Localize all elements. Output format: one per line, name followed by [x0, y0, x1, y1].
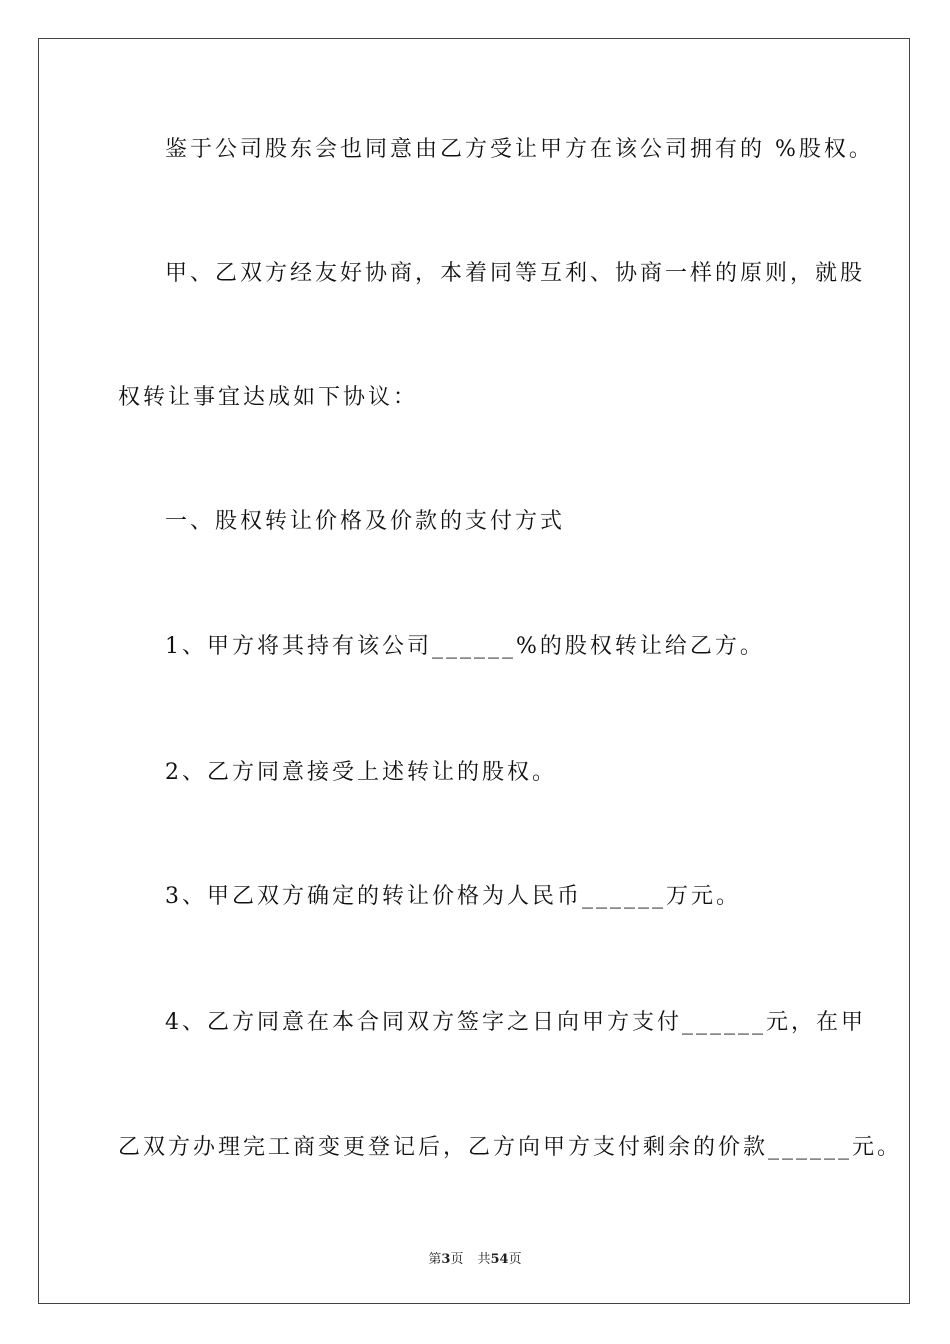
paragraph-line-3: 权转让事宜达成如下协议： — [118, 385, 419, 410]
clause-4-line-1: 4、乙方同意在本合同双方签字之日向甲方支付______元，在甲 — [165, 1010, 866, 1035]
section-heading-1: 一、股权转让价格及价款的支付方式 — [165, 509, 566, 534]
clause-2: 2、乙方同意接受上述转让的股权。 — [165, 760, 557, 785]
page-prefix: 第 — [428, 1252, 442, 1267]
paragraph-line-1: 鉴于公司股东会也同意由乙方受让甲方在该公司拥有的 %股权。 — [165, 137, 874, 162]
total-prefix: 共 — [477, 1252, 491, 1267]
clause-4-line-2: 乙双方办理完工商变更登记后，乙方向甲方支付剩余的价款______元。 — [118, 1135, 903, 1160]
page-border — [38, 38, 910, 1304]
clause-3: 3、甲乙双方确定的转让价格为人民币______万元。 — [165, 884, 741, 909]
total-suffix: 页 — [508, 1252, 522, 1267]
clause-1: 1、甲方将其持有该公司______%的股权转让给乙方。 — [165, 634, 765, 659]
total-pages: 54 — [490, 1252, 509, 1267]
page-footer — [0, 1248, 950, 1267]
page-suffix: 页 — [450, 1252, 464, 1267]
page-number: 3 — [441, 1252, 451, 1267]
paragraph-line-2: 甲、乙双方经友好协商，本着同等互利、协商一样的原则，就股 — [165, 261, 866, 286]
